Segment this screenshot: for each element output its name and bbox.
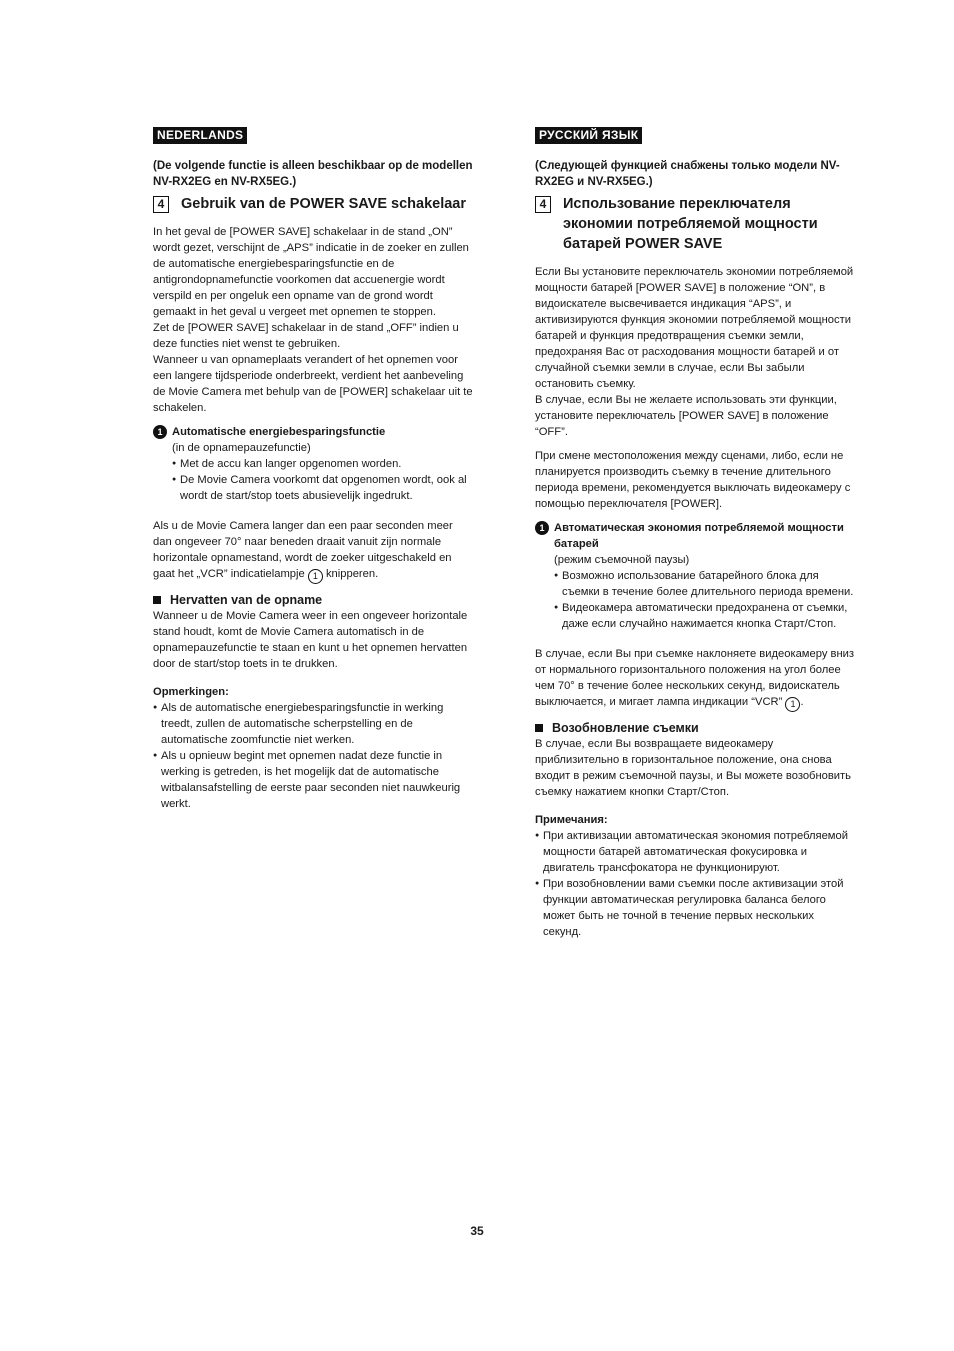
paragraph: Если Вы установите переключатель экономии потребляемой мощности батарей [POWER SAVE] в положение “ON”, в видоискателе высвечивается индикация “APS”, и активизируются функция экономии потребляемой мощности батарей и функция предотвращения съемки земли, предохраняя Вас от расходования мощности батарей и от случайной съемки земли в случае, если Вы забыли остановить съемку. (535, 266, 854, 390)
feature-bullets (172, 456, 473, 504)
paragraph: При смене местоположения между сценами, либо, если не планируется производить съемку в течение длительного периода времени, рекомендуется выключать видеокамеру с помощью переключателя [POWER]. (535, 450, 851, 510)
bullet-item: ● De Movie Camera voorkomt dat opgenomen wordt, ook al wordt de start/stop toets abusievelijk ingedrukt. (172, 472, 473, 504)
feature-block (153, 424, 473, 518)
feature-bullets (554, 568, 855, 632)
availability-note: (Следующей функцией снабжены только модели NV-RX2EG и NV-RX5EG.) (535, 160, 840, 188)
language-tag: РУССКИЙ ЯЗЫК (535, 127, 642, 144)
feature-title: Automatische energiebesparingsfunctie (172, 426, 386, 438)
number-one-icon: 1 (153, 425, 167, 439)
square-bullet-icon (535, 724, 543, 732)
feature-title: Автоматическая экономия потребляемой мощности батарей (554, 522, 844, 550)
feature-subtitle: (in de opnamepauzefunctie) (172, 442, 311, 454)
paragraph: В случае, если Вы возвращаете видеокамеру приблизительно в горизонтальное положение, она снова входит в режим съемочной паузы, и Вы можете возобновить съемку нажатием кнопки Старт/Стоп. (535, 738, 852, 798)
dutch-column (153, 126, 473, 812)
feature-block (535, 520, 855, 646)
callout-one-icon: 1 (785, 697, 800, 712)
notes-title: Примечания: (535, 814, 608, 826)
number-one-icon: 1 (535, 521, 549, 535)
section-number: 4 (153, 196, 169, 213)
paragraph: В случае, если Вы не желаете использовать эти функции, установите переключатель [POWER SAVE] в положение “OFF”. (535, 394, 837, 438)
paragraph-text-end: . (800, 696, 804, 708)
russian-column (535, 126, 855, 940)
paragraph (535, 646, 855, 712)
note-item: ● При возобновлении вами съемки после активизации этой функции автоматическая регулировка баланса белого может быть не точной в течение первых нескольких секунд. (535, 876, 855, 940)
notes-list (535, 828, 855, 940)
subheading (153, 592, 473, 608)
language-tag: NEDERLANDS (153, 127, 247, 144)
paragraph-text-end: knipperen. (325, 568, 379, 580)
section-heading (535, 194, 855, 254)
square-bullet-icon (153, 596, 161, 604)
paragraph: In het geval de [POWER SAVE] schakelaar in de stand „ON” wordt gezet, verschijnt de „APS” indicatie in de zoeker en zullen de automatische energiebesparingsfunctie en de antigrondopnamefunctie voorkomen dat accuenergie wordt verspild en per ongeluk een opname van de grond wordt gemaakt in het geval u vergeet met opnemen te stoppen. (153, 226, 469, 318)
subheading-text: Возобновление съемки (552, 721, 699, 735)
feature-subtitle: (режим съемочной паузы) (554, 554, 690, 566)
section-number: 4 (535, 196, 551, 213)
paragraph (153, 518, 473, 584)
note-item: ● Als de automatische energiebesparingsfunctie in werking treedt, zullen de automatische scherpstelling en de automatische zoomfunctie niet werken. (153, 700, 473, 748)
notes-title: Opmerkingen: (153, 686, 229, 698)
section-heading (153, 194, 473, 214)
availability-note: (De volgende functie is alleen beschikbaar op de modellen NV-RX2EG en NV-RX5EG.) (153, 160, 473, 188)
bullet-item: ● Возможно использование батарейного блока для съемки в течение более длительного периода времени. (554, 568, 855, 600)
bullet-item: ● Met de accu kan langer opgenomen worden. (172, 456, 473, 472)
paragraph: Wanneer u van opnameplaats verandert of het opnemen voor een langere tijdsperiode onderbreekt, verdient het aanbeveling de Movie Camera met behulp van de [POWER] schakelaar uit te schakelen. (153, 354, 473, 414)
section-title: Использование переключателя экономии потребляемой мощности батарей POWER SAVE (563, 196, 818, 252)
notes-list (153, 700, 473, 812)
callout-one-icon: 1 (308, 569, 323, 584)
note-item: ● Als u opnieuw begint met opnemen nadat deze functie in werking is getreden, is het mogelijk dat de automatische witbalansafstelling de eerste paar seconden niet nauwkeurig werkt. (153, 748, 473, 812)
paragraph: Wanneer u de Movie Camera weer in een ongeveer horizontale stand houdt, komt de Movie Camera automatisch in de opnamepauzefunctie te staan en kunt u het opnemen hervatten door de start/stop toets in te drukken. (153, 610, 468, 670)
paragraph: Zet de [POWER SAVE] schakelaar in de stand „OFF” indien u deze functies niet wenst te gebruiken. (153, 322, 459, 350)
subheading (535, 720, 855, 736)
subheading-text: Hervatten van de opname (170, 593, 323, 607)
paragraph-text: Als u de Movie Camera langer dan een paar seconden meer dan ongeveer 70° naar beneden draait vanuit zijn normale horizontale opnamestand, wordt de zoeker uitgeschakeld en gaat het „VCR” indicatielampje (153, 520, 453, 580)
page-number: 35 (470, 1224, 484, 1238)
note-item: ● При активизации автоматическая экономия потребляемой мощности батарей автоматическая фокусировка и двигатель трансфокатора не функционируют. (535, 828, 855, 876)
paragraph-text: В случае, если Вы при съемке наклоняете видеокамеру вниз от нормального горизонтального положения на угол более чем 70° в течение более нескольких секунд, видоискатель выключается, и мигает лампа индикации “VCR” (535, 648, 855, 708)
bullet-item: ● Видеокамера автоматически предохранена от съемки, даже если случайно нажимается кнопка Старт/Стоп. (554, 600, 855, 632)
section-title: Gebruik van de POWER SAVE schakelaar (181, 196, 467, 212)
